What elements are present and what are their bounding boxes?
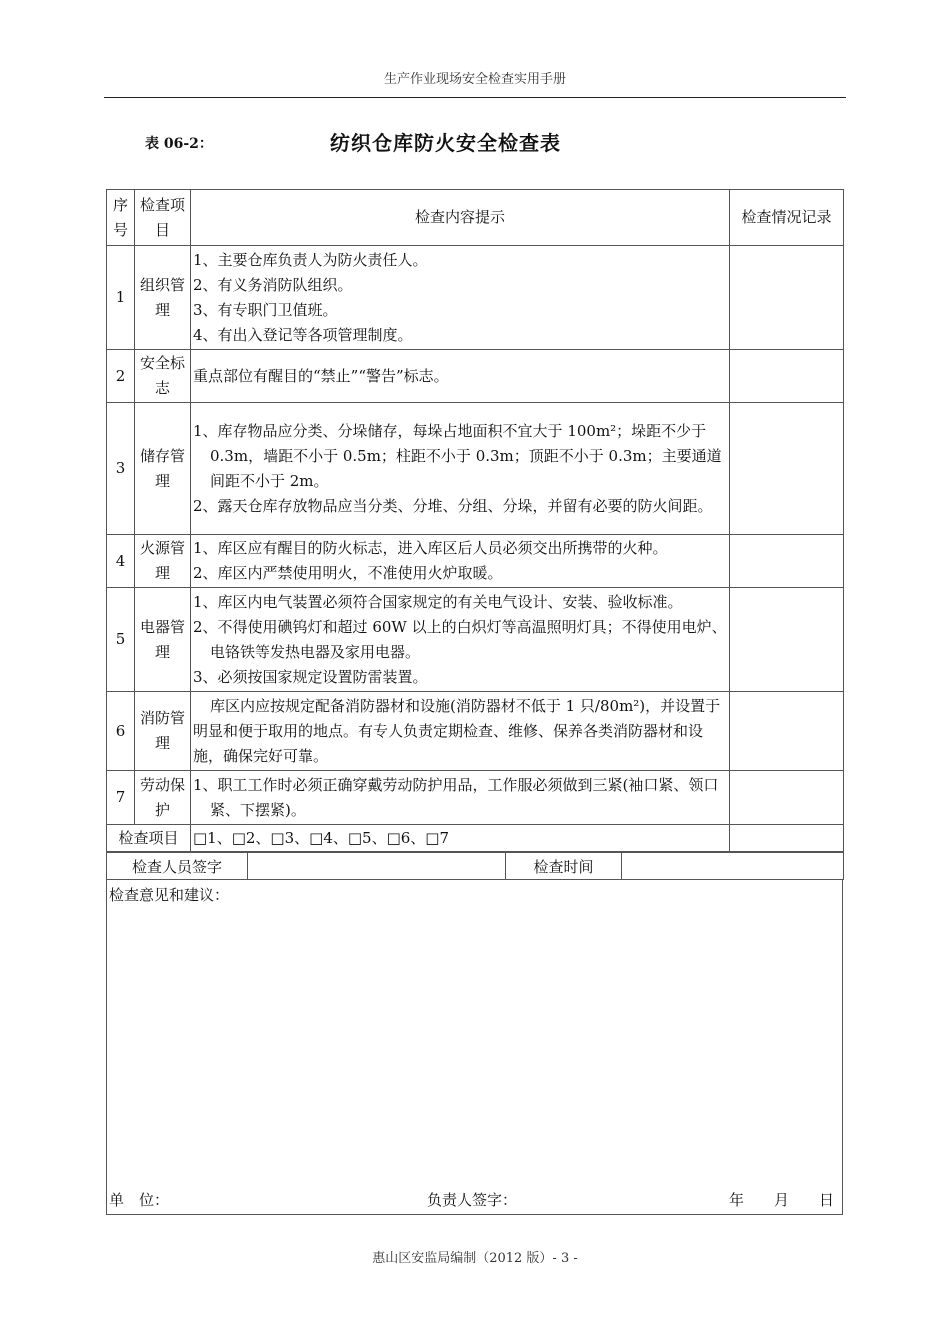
running-header: 生产作业现场安全检查实用手册 (383, 72, 566, 87)
row-seq: 5 (107, 588, 135, 692)
checklist-table (106, 189, 844, 852)
row-content (191, 246, 730, 350)
row-content (191, 692, 730, 771)
table-header-row (107, 190, 844, 246)
row-seq: 3 (107, 403, 135, 535)
content-line: 3、必须按国家规定设置防雷装置。 (193, 667, 428, 686)
col-header-content: 检查内容提示 (191, 190, 730, 246)
content-line: 1、职工工作时必须正确穿戴劳动防护用品，工作服必须做到三紧(袖口紧、领口紧、下摆紧)。 (193, 775, 719, 819)
content-line: 3、有专职门卫值班。 (193, 300, 338, 319)
content-line: 重点部位有醒目的“禁止”“警告”标志。 (193, 366, 449, 385)
col-header-seq: 序号 (107, 190, 135, 246)
row-seq: 1 (107, 246, 135, 350)
content-line: 2、库区内严禁使用明火，不准使用火炉取暖。 (193, 564, 503, 582)
summary-row (107, 825, 844, 852)
table-row (107, 350, 844, 403)
table-row (107, 588, 844, 692)
content-line: 2、不得使用碘钨灯和超过 60W 以上的白炽灯等高温照明灯具；不得使用电炉、电铬铁等发热电器及家用电器。 (193, 617, 727, 661)
row-content (191, 588, 730, 692)
row-content (191, 535, 730, 588)
content-line: 1、主要仓库负责人为防火责任人。 (193, 250, 428, 269)
row-seq: 2 (107, 350, 135, 403)
row-content (191, 771, 730, 825)
inspection-time-field[interactable] (622, 853, 844, 880)
row-item: 安全标志 (135, 350, 191, 403)
opinion-label: 检查意见和建议： (109, 886, 230, 904)
row-item: 消防管理 (135, 692, 191, 771)
table-number: 表 06-2： (145, 136, 213, 152)
content-line: 2、露天仓库存放物品应当分类、分堆、分组、分垛，并留有必要的防火间距。 (193, 496, 713, 515)
leader-signature-label: 负责人签字： (427, 1191, 518, 1209)
date-label: 年 月 日 (729, 1191, 835, 1209)
unit-label: 单 位： (109, 1191, 170, 1209)
header-rule (104, 97, 846, 98)
row-item: 劳动保护 (135, 771, 191, 825)
content-line: 库区内应按规定配备消防器材和设施(消防器材不低于 1 只/80m²)，并设置于明显和便于取用的地点。有专人负责定期检查、维修、保养各类消防器材和设施，确保完好可靠。 (193, 696, 721, 765)
row-record-cell[interactable] (730, 246, 844, 350)
row-seq: 6 (107, 692, 135, 771)
row-seq: 4 (107, 535, 135, 588)
row-item: 火源管理 (135, 535, 191, 588)
page-title: 纺织仓库防火安全检查表 (330, 131, 561, 155)
content-line: 1、库区应有醒目的防火标志，进入库区后人员必须交出所携带的火种。 (193, 539, 668, 557)
row-record-cell[interactable] (730, 771, 844, 825)
table-row (107, 246, 844, 350)
table-row (107, 535, 844, 588)
inspector-label: 检查人员签字 (107, 853, 248, 880)
row-record-cell[interactable] (730, 692, 844, 771)
summary-checkboxes[interactable]: □1、□2、□3、□4、□5、□6、□7 (191, 825, 730, 852)
summary-label: 检查项目 (107, 825, 191, 852)
row-record-cell[interactable] (730, 350, 844, 403)
row-record-cell[interactable] (730, 535, 844, 588)
summary-record-cell[interactable] (730, 825, 844, 852)
row-record-cell[interactable] (730, 588, 844, 692)
row-item: 组织管理 (135, 246, 191, 350)
row-item: 电器管理 (135, 588, 191, 692)
col-header-item: 检查项目 (135, 190, 191, 246)
col-header-record: 检查情况记录 (730, 190, 844, 246)
signature-table (106, 852, 844, 880)
page-footer: 惠山区安监局编制（2012 版）- 3 - (372, 1251, 578, 1266)
row-record-cell[interactable] (730, 403, 844, 535)
row-seq: 7 (107, 771, 135, 825)
inspector-signature-field[interactable] (248, 853, 506, 880)
opinion-area[interactable] (106, 879, 843, 1215)
row-content (191, 403, 730, 535)
row-item: 储存管理 (135, 403, 191, 535)
content-line: 1、库存物品应分类、分垛储存，每垛占地面积不宜大于 100m²；垛距不少于 0.3m，墙距不小于 0.5m；柱距不小于 0.3m；顶距不小于 0.3m；主要通道间距不小于 2m。 (193, 421, 722, 490)
inspection-time-label: 检查时间 (506, 853, 622, 880)
row-content (191, 350, 730, 403)
table-row (107, 771, 844, 825)
table-row (107, 692, 844, 771)
table-row (107, 403, 844, 535)
content-line: 4、有出入登记等各项管理制度。 (193, 325, 413, 344)
content-line: 2、有义务消防队组织。 (193, 275, 353, 294)
content-line: 1、库区内电气装置必须符合国家规定的有关电气设计、安装、验收标准。 (193, 592, 683, 611)
